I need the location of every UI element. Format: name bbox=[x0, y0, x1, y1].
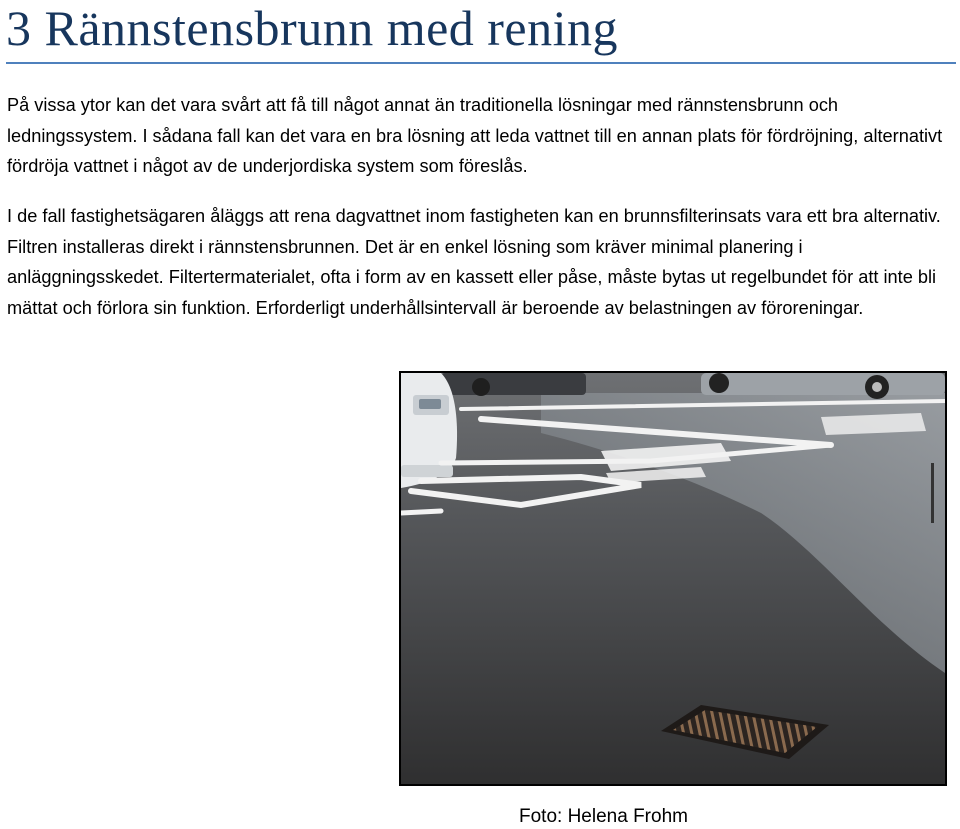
white-car bbox=[401, 373, 457, 488]
section-heading: 3 Rännstensbrunn med rening bbox=[6, 0, 619, 56]
heading-underline bbox=[6, 62, 956, 64]
photo-illustration bbox=[401, 373, 945, 784]
paragraph-intro: På vissa ytor kan det vara svårt att få till något annat än traditionella lösningar med rännstensbrunn och ledningssystem. I sådana fall kan det vara en bra lösning att leda vattnet till en annan plats för fördröjning, alternativt fördröja vattnet i något av de underjordiska system som föreslås. bbox=[7, 95, 943, 176]
distant-pole bbox=[931, 463, 934, 523]
photo-caption: Foto: Helena Frohm bbox=[519, 806, 688, 827]
photo-parking-lot-drain bbox=[399, 371, 947, 786]
paragraph-filter: I de fall fastighetsägaren åläggs att rena dagvattnet inom fastigheten kan en brunnsfilterinsats vara ett bra alternativ. Filtren installeras direkt i rännstensbrunnen. Det är en enkel lösning som kräver minimal planering i anläggningsskedet. Filtertermaterialet, ofta i form av en kassett eller påse, måste bytas ut regelbundet för att inte bli mättat och förlora sin funktion. Erforderligt underhållsintervall är beroende av belastningen av föroreningar. bbox=[7, 206, 941, 318]
